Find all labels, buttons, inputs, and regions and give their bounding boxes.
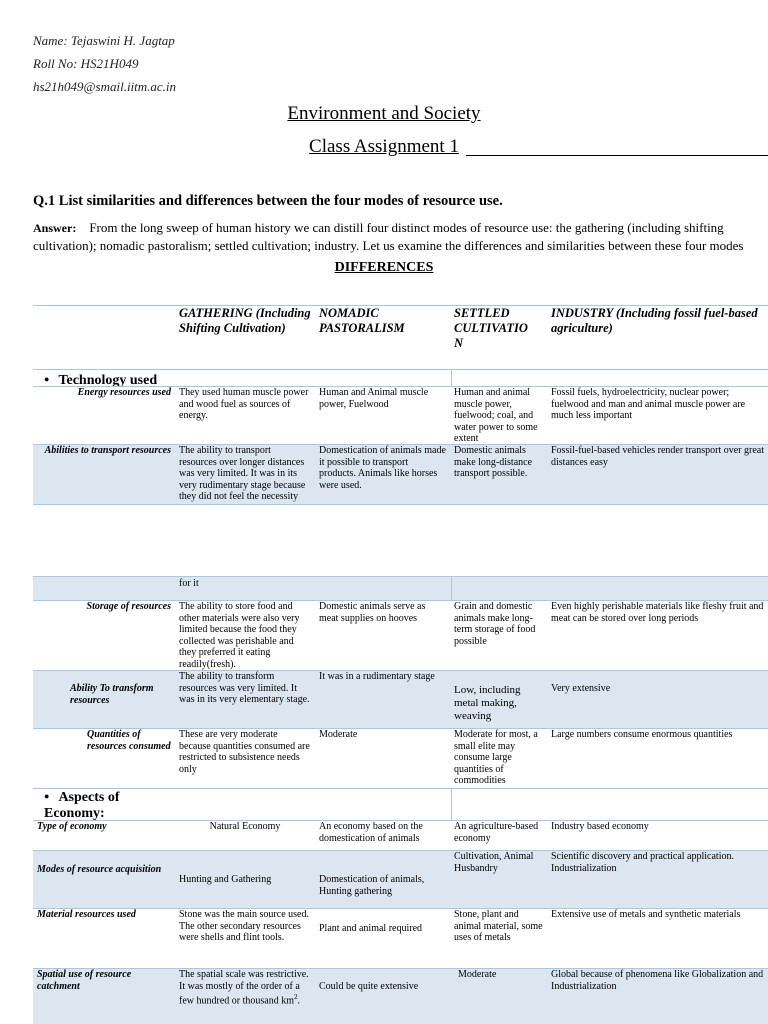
row-label: Abilities to transport resources	[44, 445, 171, 456]
table-row	[33, 576, 768, 600]
cell-nomadic: Could be quite extensive	[319, 981, 419, 992]
cell-industry: Fossil fuels, hydroelectricity, nuclear power; fuelwood and man and animal muscle power are much less important	[551, 387, 746, 421]
cell-gathering: The spatial scale was restrictive. It was mostly of the order of a few hundred or thousand $km^2$.	[179, 969, 309, 1007]
cell-gathering: The ability to transform resources was very limited. It was in its very elementary stage.	[179, 671, 310, 705]
row-label: Storage of resources	[86, 601, 171, 612]
cell-settled: Cultivation, Animal Husbandry	[454, 851, 534, 874]
roll-number: Roll No: HS21H049	[33, 56, 139, 71]
cell-nomadic: It was in a rudimentary stage	[319, 671, 435, 682]
cell-industry: Scientific discovery and practical application. Industrialization	[551, 851, 734, 874]
table-row	[33, 968, 768, 1024]
cell-settled: An agriculture-based economy	[454, 821, 539, 844]
cell-settled: Moderate for most, a small elite may consume large quantities of commodities	[454, 729, 538, 786]
cell-nomadic: Domestication of animals, Hunting gathering	[319, 874, 425, 897]
row-label: Spatial use of resource catchment	[37, 969, 132, 992]
page-break-gap	[33, 504, 768, 576]
cell-nomadic: Human and Animal muscle power, Fuelwood	[319, 387, 429, 410]
cell-settled: Domestic animals make long-distance transport possible.	[454, 445, 533, 479]
cell-gathering: for it	[179, 578, 199, 589]
cell-industry: Very extensive	[551, 683, 611, 694]
cell-settled: Stone, plant and animal material, some uses of metals	[454, 909, 543, 943]
col-header-nomadic: NOMADIC PASTORALISM	[319, 306, 405, 335]
row-label: Type of economy	[37, 821, 107, 832]
table-row	[33, 850, 768, 908]
table-row	[33, 728, 768, 788]
cell-settled: Human and animal muscle power, fuelwood; coal, and water power to some extent	[454, 387, 538, 444]
row-label: Material resources used	[37, 909, 136, 920]
row-label: Energy resources used	[77, 387, 171, 398]
cell-nomadic: An economy based on the domestication of animals	[319, 821, 423, 844]
answer-paragraph	[33, 219, 768, 254]
cell-gathering: Hunting and Gathering	[179, 874, 272, 885]
cell-settled: Grain and domestic animals make long-term storage of food possible	[454, 601, 536, 647]
cell-nomadic: Plant and animal required	[319, 923, 423, 934]
cell-gathering: These are very moderate because quantities consumed are restricted to subsistence needs only	[179, 729, 310, 775]
cell-industry: Global because of phenomena like Globalization and Industrialization	[551, 969, 764, 992]
answer-label: Answer:	[33, 221, 77, 235]
cell-industry: Large numbers consume enormous quantities	[551, 729, 733, 740]
cell-gathering: Stone was the main source used. The other secondary resources were shells and flint tools.	[179, 909, 309, 943]
cell-industry: Even highly perishable materials like fleshy fruit and meat can be stored over long periods	[551, 601, 764, 624]
document-title: Environment and Society	[287, 103, 481, 124]
cell-nomadic: Domestication of animals made it possible to transport products. Animals like horses were used.	[319, 445, 446, 491]
table-row	[33, 670, 768, 728]
section-technology: ● Technology used	[44, 373, 158, 388]
row-label: Modes of resource acquisition	[37, 864, 162, 875]
table-row	[33, 386, 768, 444]
differences-heading: DIFFERENCES	[334, 260, 434, 275]
row-label: Quantities of resources consumed	[87, 729, 171, 752]
cell-settled: Low, including metal making, weaving	[454, 684, 521, 722]
student-name: Name: Tejaswini H. Jagtap	[33, 33, 175, 48]
answer-text: From the long sweep of human history we can distill four distinct modes of resource use: the gathering (including shifting cultivation); nomadic pastoralism; settled cultivation; industry. Let us examine the differences and similarities between these four modes	[33, 220, 744, 253]
table-row	[33, 444, 768, 504]
table-row	[33, 908, 768, 968]
cell-gathering: Natural Economy	[209, 821, 281, 832]
title-rule	[466, 155, 768, 156]
cell-gathering: The ability to transport resources over longer distances was very limited. It was in its very rudimentary stage because they did not feel the necessity	[179, 445, 306, 502]
table-header-row	[33, 305, 768, 369]
cell-gathering: The ability to store food and other materials were also very limited because the food they collected was perishable and they preferred it eating readily(fresh).	[179, 601, 300, 670]
cell-nomadic: Domestic animals serve as meat supplies on hooves	[319, 601, 426, 624]
cell-nomadic: Moderate	[319, 729, 358, 740]
row-label: Ability To transform resources	[70, 683, 154, 706]
col-header-settled: SETTLED CULTIVATIO N	[454, 306, 528, 350]
table-row	[33, 820, 768, 850]
cell-industry: Industry based economy	[551, 821, 649, 832]
col-header-industry: INDUSTRY (Including fossil fuel-based agriculture)	[551, 306, 758, 335]
question-heading: Q.1 List similarities and differences between the four modes of resource use.	[33, 193, 503, 209]
assignment-title: Class Assignment 1	[309, 136, 459, 157]
section-economy: ● Aspects of Economy:	[44, 790, 120, 821]
cell-industry: Fossil-fuel-based vehicles render transport over great distances easy	[551, 445, 764, 468]
col-header-gathering: GATHERING (Including Shifting Cultivation)	[179, 306, 311, 335]
student-email: hs21h049@smail.iitm.ac.in	[33, 79, 177, 94]
cell-settled: Moderate	[458, 969, 497, 980]
cell-industry: Extensive use of metals and synthetic materials	[551, 909, 741, 920]
cell-gathering: They used human muscle power and wood fuel as sources of energy.	[179, 387, 309, 421]
table-row	[33, 600, 768, 670]
